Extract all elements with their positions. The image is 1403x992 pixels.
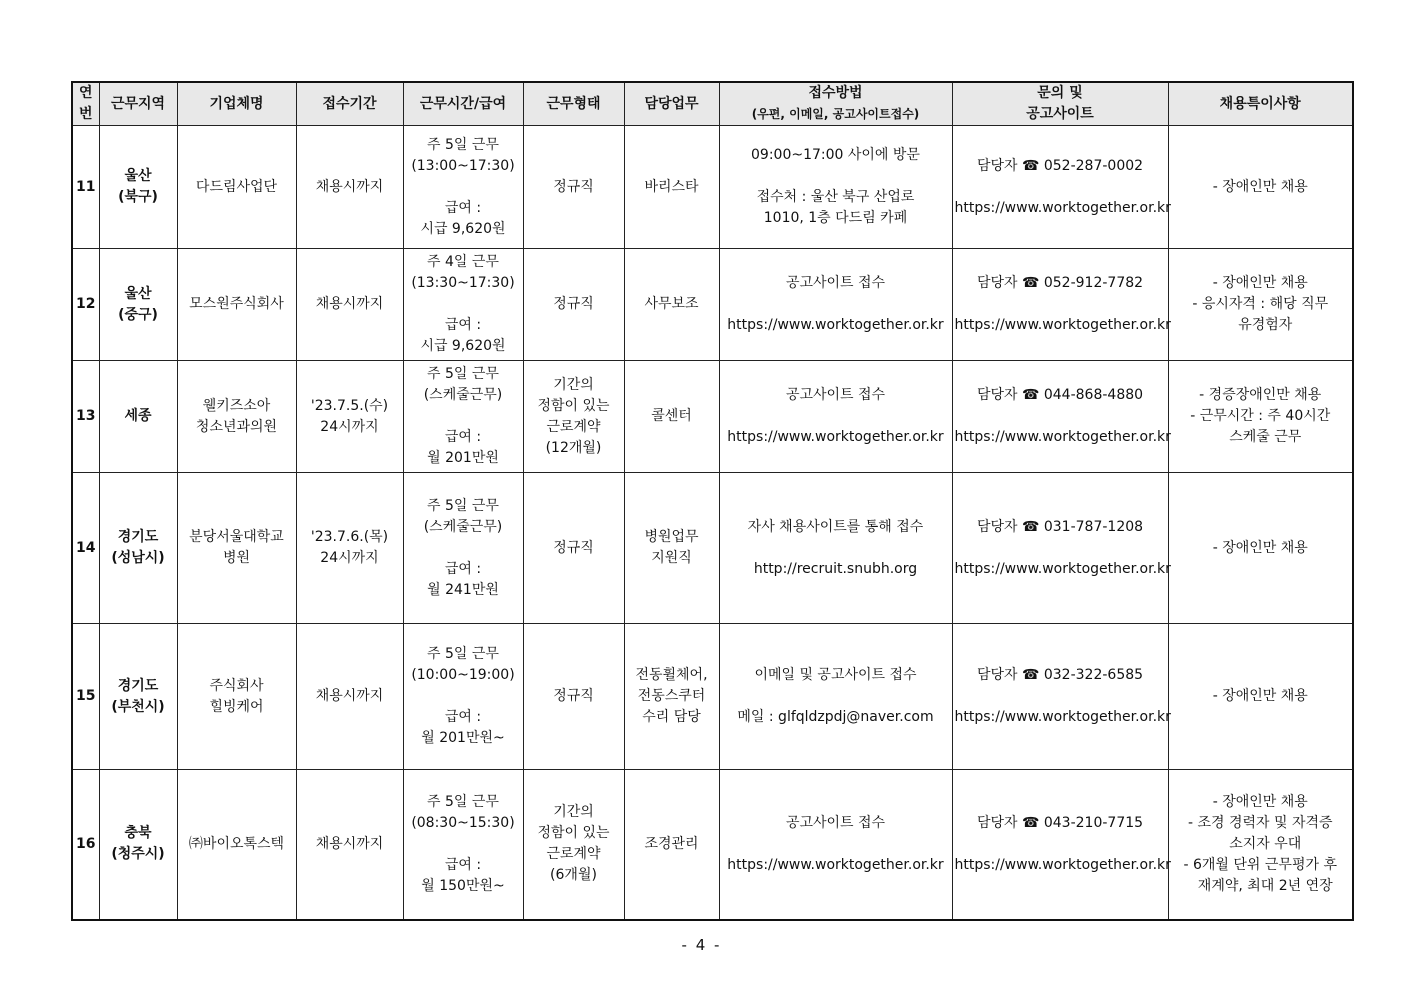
contact-cell: 담당자 ☎ 052-287-0002 https://www.worktogether.or.kr [952, 126, 1168, 249]
method-cell: 이메일 및 공고사이트 접수 메일 : glfqldzpdj@naver.com [719, 624, 952, 770]
header-row [72, 82, 1353, 126]
region-cell: 경기도 (부천시) [99, 624, 177, 770]
header-type: 근무형태 [523, 82, 624, 126]
type-cell: 정규직 [523, 473, 624, 624]
period-cell: '23.7.5.(수) 24시까지 [296, 361, 403, 473]
method-cell: 09:00~17:00 사이에 방문 접수처 : 울산 북구 산업로 1010, 1층 다드림 카페 [719, 126, 952, 249]
region-cell: 충북 (청주시) [99, 770, 177, 920]
row-number: 15 [72, 624, 99, 770]
type-cell: 기간의 정함이 있는 근로계약 (6개월) [523, 770, 624, 920]
company-cell: 분당서울대학교 병원 [177, 473, 296, 624]
company-cell: 웰키즈소아 청소년과의원 [177, 361, 296, 473]
header-period: 접수기간 [296, 82, 403, 126]
method-cell: 공고사이트 접수 https://www.worktogether.or.kr [719, 249, 952, 361]
row-number: 16 [72, 770, 99, 920]
hours-pay-cell: 주 5일 근무 (08:30~15:30) 급여 : 월 150만원~ [403, 770, 523, 920]
notes-cell: - 장애인만 채용 [1168, 473, 1353, 624]
region-cell: 울산 (북구) [99, 126, 177, 249]
table-row [72, 361, 1353, 473]
company-cell: 다드림사업단 [177, 126, 296, 249]
hours-pay-cell: 주 5일 근무 (스케줄근무) 급여 : 월 241만원 [403, 473, 523, 624]
contact-cell: 담당자 ☎ 052-912-7782 https://www.worktogether.or.kr [952, 249, 1168, 361]
header-notes: 채용특이사항 [1168, 82, 1353, 126]
table-row [72, 473, 1353, 624]
company-cell: 모스원주식회사 [177, 249, 296, 361]
type-cell: 정규직 [523, 624, 624, 770]
company-cell: 주식회사 힐빙케어 [177, 624, 296, 770]
notes-cell: - 장애인만 채용 [1168, 126, 1353, 249]
duty-cell: 병원업무 지원직 [624, 473, 719, 624]
period-cell: 채용시까지 [296, 770, 403, 920]
row-number: 11 [72, 126, 99, 249]
method-cell: 공고사이트 접수 https://www.worktogether.or.kr [719, 770, 952, 920]
header-method: 접수방법 (우편, 이메일, 공고사이트접수) [719, 82, 952, 126]
contact-cell: 담당자 ☎ 044-868-4880 https://www.worktogether.or.kr [952, 361, 1168, 473]
row-number: 13 [72, 361, 99, 473]
type-cell: 정규직 [523, 126, 624, 249]
type-cell: 기간의 정함이 있는 근로계약 (12개월) [523, 361, 624, 473]
notes-cell: - 장애인만 채용 - 응시자격 : 해당 직무 유경험자 [1168, 249, 1353, 361]
method-cell: 자사 채용사이트를 통해 접수 http://recruit.snubh.org [719, 473, 952, 624]
header-no: 연 번 [72, 82, 99, 126]
region-cell: 울산 (중구) [99, 249, 177, 361]
duty-cell: 조경관리 [624, 770, 719, 920]
hours-pay-cell: 주 5일 근무 (13:00~17:30) 급여 : 시급 9,620원 [403, 126, 523, 249]
method-cell: 공고사이트 접수 https://www.worktogether.or.kr [719, 361, 952, 473]
duty-cell: 전동휠체어, 전동스쿠터 수리 담당 [624, 624, 719, 770]
duty-cell: 콜센터 [624, 361, 719, 473]
notes-cell: - 장애인만 채용 [1168, 624, 1353, 770]
type-cell: 정규직 [523, 249, 624, 361]
period-cell: 채용시까지 [296, 126, 403, 249]
hours-pay-cell: 주 5일 근무 (스케줄근무) 급여 : 월 201만원 [403, 361, 523, 473]
table-row [72, 249, 1353, 361]
row-number: 12 [72, 249, 99, 361]
row-number: 14 [72, 473, 99, 624]
period-cell: 채용시까지 [296, 249, 403, 361]
header-duty: 담당업무 [624, 82, 719, 126]
notes-cell: - 장애인만 채용 - 조경 경력자 및 자격증 소지자 우대 - 6개월 단위 근무평가 후 재계약, 최대 2년 연장 [1168, 770, 1353, 920]
period-cell: '23.7.6.(목) 24시까지 [296, 473, 403, 624]
table-row [72, 126, 1353, 249]
contact-cell: 담당자 ☎ 031-787-1208 https://www.worktogether.or.kr [952, 473, 1168, 624]
table-row [72, 624, 1353, 770]
header-hours-pay: 근무시간/급여 [403, 82, 523, 126]
header-company: 기업체명 [177, 82, 296, 126]
page-number: - 4 - [681, 936, 722, 954]
contact-cell: 담당자 ☎ 032-322-6585 https://www.worktogether.or.kr [952, 624, 1168, 770]
region-cell: 세종 [99, 361, 177, 473]
hours-pay-cell: 주 5일 근무 (10:00~19:00) 급여 : 월 201만원~ [403, 624, 523, 770]
contact-cell: 담당자 ☎ 043-210-7715 https://www.worktogether.or.kr [952, 770, 1168, 920]
header-contact: 문의 및 공고사이트 [952, 82, 1168, 126]
table-row [72, 770, 1353, 920]
header-region: 근무지역 [99, 82, 177, 126]
job-listing-table [71, 81, 1354, 921]
company-cell: ㈜바이오톡스텍 [177, 770, 296, 920]
hours-pay-cell: 주 4일 근무 (13:30~17:30) 급여 : 시급 9,620원 [403, 249, 523, 361]
region-cell: 경기도 (성남시) [99, 473, 177, 624]
period-cell: 채용시까지 [296, 624, 403, 770]
duty-cell: 바리스타 [624, 126, 719, 249]
duty-cell: 사무보조 [624, 249, 719, 361]
notes-cell: - 경증장애인만 채용 - 근무시간 : 주 40시간 스케줄 근무 [1168, 361, 1353, 473]
